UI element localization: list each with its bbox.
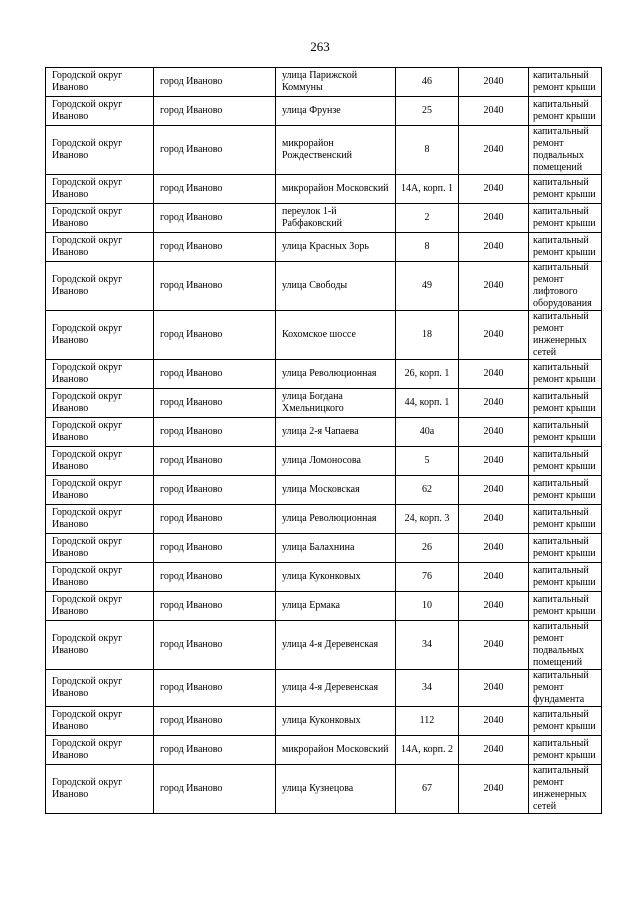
city-cell: город Иваново (154, 447, 276, 476)
page-number: 263 (310, 39, 330, 54)
table-row (46, 233, 602, 262)
district-cell: Городской округ Иваново (46, 126, 154, 175)
house-number-cell: 25 (396, 97, 459, 126)
house-number-cell: 62 (396, 476, 459, 505)
house-number-cell: 67 (396, 765, 459, 814)
table-row (46, 262, 602, 311)
street-cell: Кохомское шоссе (276, 311, 396, 360)
year-cell: 2040 (459, 262, 529, 311)
street-cell: микрорайон Рождественский (276, 126, 396, 175)
year-cell: 2040 (459, 360, 529, 389)
district-cell: Городской округ Иваново (46, 97, 154, 126)
house-number-cell: 26, корп. 1 (396, 360, 459, 389)
year-cell: 2040 (459, 707, 529, 736)
work-type-cell: капитальный ремонт крыши (529, 534, 602, 563)
table-row (46, 447, 602, 476)
year-cell: 2040 (459, 736, 529, 765)
table-row (46, 389, 602, 418)
year-cell: 2040 (459, 765, 529, 814)
street-cell: улица Парижской Коммуны (276, 68, 396, 97)
house-number-cell: 8 (396, 233, 459, 262)
district-cell: Городской округ Иваново (46, 476, 154, 505)
house-number-cell: 76 (396, 563, 459, 592)
city-cell: город Иваново (154, 563, 276, 592)
city-cell: город Иваново (154, 418, 276, 447)
year-cell: 2040 (459, 447, 529, 476)
work-type-cell: капитальный ремонт подвальных помещений (529, 621, 602, 670)
table-row (46, 563, 602, 592)
year-cell: 2040 (459, 233, 529, 262)
year-cell: 2040 (459, 175, 529, 204)
repair-schedule-table (45, 67, 602, 814)
year-cell: 2040 (459, 418, 529, 447)
house-number-cell: 14А, корп. 1 (396, 175, 459, 204)
year-cell: 2040 (459, 126, 529, 175)
city-cell: город Иваново (154, 204, 276, 233)
work-type-cell: капитальный ремонт крыши (529, 97, 602, 126)
table-row (46, 311, 602, 360)
city-cell: город Иваново (154, 233, 276, 262)
district-cell: Городской округ Иваново (46, 68, 154, 97)
street-cell: улица Революционная (276, 360, 396, 389)
house-number-cell: 18 (396, 311, 459, 360)
street-cell: улица Красных Зорь (276, 233, 396, 262)
street-cell: улица Ермака (276, 592, 396, 621)
house-number-cell: 46 (396, 68, 459, 97)
street-cell: улица 4-я Деревенская (276, 670, 396, 707)
street-cell: улица Ломоносова (276, 447, 396, 476)
district-cell: Городской округ Иваново (46, 621, 154, 670)
work-type-cell: капитальный ремонт крыши (529, 360, 602, 389)
year-cell: 2040 (459, 670, 529, 707)
table-row (46, 175, 602, 204)
city-cell: город Иваново (154, 175, 276, 204)
city-cell: город Иваново (154, 592, 276, 621)
street-cell: улица Свободы (276, 262, 396, 311)
district-cell: Городской округ Иваново (46, 707, 154, 736)
year-cell: 2040 (459, 563, 529, 592)
work-type-cell: капитальный ремонт крыши (529, 736, 602, 765)
house-number-cell: 10 (396, 592, 459, 621)
district-cell: Городской округ Иваново (46, 233, 154, 262)
city-cell: город Иваново (154, 621, 276, 670)
city-cell: город Иваново (154, 707, 276, 736)
table-row (46, 476, 602, 505)
district-cell: Городской округ Иваново (46, 447, 154, 476)
street-cell: улица Кузнецова (276, 765, 396, 814)
street-cell: микрорайон Московский (276, 175, 396, 204)
work-type-cell: капитальный ремонт крыши (529, 592, 602, 621)
table-row (46, 418, 602, 447)
city-cell: город Иваново (154, 765, 276, 814)
year-cell: 2040 (459, 534, 529, 563)
street-cell: улица 2-я Чапаева (276, 418, 396, 447)
table-row (46, 204, 602, 233)
street-cell: улица Балахнина (276, 534, 396, 563)
district-cell: Городской округ Иваново (46, 418, 154, 447)
table-row (46, 68, 602, 97)
city-cell: город Иваново (154, 262, 276, 311)
district-cell: Городской округ Иваново (46, 204, 154, 233)
work-type-cell: капитальный ремонт крыши (529, 476, 602, 505)
year-cell: 2040 (459, 592, 529, 621)
city-cell: город Иваново (154, 505, 276, 534)
table-row (46, 707, 602, 736)
table-row (46, 97, 602, 126)
table-row (46, 505, 602, 534)
district-cell: Городской округ Иваново (46, 311, 154, 360)
table-body (46, 68, 602, 814)
table-row (46, 736, 602, 765)
table-row (46, 592, 602, 621)
work-type-cell: капитальный ремонт крыши (529, 68, 602, 97)
district-cell: Городской округ Иваново (46, 765, 154, 814)
work-type-cell: капитальный ремонт крыши (529, 418, 602, 447)
work-type-cell: капитальный ремонт инженерных сетей (529, 765, 602, 814)
work-type-cell: капитальный ремонт инженерных сетей (529, 311, 602, 360)
table-row (46, 765, 602, 814)
house-number-cell: 34 (396, 621, 459, 670)
city-cell: город Иваново (154, 389, 276, 418)
table-row (46, 621, 602, 670)
work-type-cell: капитальный ремонт крыши (529, 389, 602, 418)
city-cell: город Иваново (154, 476, 276, 505)
street-cell: улица Революционная (276, 505, 396, 534)
house-number-cell: 5 (396, 447, 459, 476)
year-cell: 2040 (459, 204, 529, 233)
work-type-cell: капитальный ремонт крыши (529, 707, 602, 736)
work-type-cell: капитальный ремонт фундамента (529, 670, 602, 707)
district-cell: Городской округ Иваново (46, 175, 154, 204)
house-number-cell: 44, корп. 1 (396, 389, 459, 418)
street-cell: улица 4-я Деревенская (276, 621, 396, 670)
work-type-cell: капитальный ремонт крыши (529, 505, 602, 534)
work-type-cell: капитальный ремонт крыши (529, 563, 602, 592)
district-cell: Городской округ Иваново (46, 563, 154, 592)
work-type-cell: капитальный ремонт крыши (529, 447, 602, 476)
house-number-cell: 34 (396, 670, 459, 707)
district-cell: Городской округ Иваново (46, 670, 154, 707)
city-cell: город Иваново (154, 360, 276, 389)
district-cell: Городской округ Иваново (46, 389, 154, 418)
table-row (46, 534, 602, 563)
street-cell: переулок 1-й Рабфаковский (276, 204, 396, 233)
house-number-cell: 8 (396, 126, 459, 175)
district-cell: Городской округ Иваново (46, 505, 154, 534)
house-number-cell: 2 (396, 204, 459, 233)
city-cell: город Иваново (154, 670, 276, 707)
house-number-cell: 26 (396, 534, 459, 563)
year-cell: 2040 (459, 389, 529, 418)
year-cell: 2040 (459, 505, 529, 534)
house-number-cell: 24, корп. 3 (396, 505, 459, 534)
district-cell: Городской округ Иваново (46, 360, 154, 389)
district-cell: Городской округ Иваново (46, 736, 154, 765)
city-cell: город Иваново (154, 311, 276, 360)
city-cell: город Иваново (154, 97, 276, 126)
city-cell: город Иваново (154, 736, 276, 765)
table-row (46, 670, 602, 707)
table-row (46, 126, 602, 175)
house-number-cell: 49 (396, 262, 459, 311)
year-cell: 2040 (459, 476, 529, 505)
street-cell: улица Богдана Хмельницкого (276, 389, 396, 418)
house-number-cell: 14А, корп. 2 (396, 736, 459, 765)
district-cell: Городской округ Иваново (46, 534, 154, 563)
district-cell: Городской округ Иваново (46, 592, 154, 621)
table-row (46, 360, 602, 389)
street-cell: улица Куконковых (276, 563, 396, 592)
house-number-cell: 40а (396, 418, 459, 447)
city-cell: город Иваново (154, 126, 276, 175)
work-type-cell: капитальный ремонт лифтового оборудования (529, 262, 602, 311)
year-cell: 2040 (459, 311, 529, 360)
year-cell: 2040 (459, 68, 529, 97)
street-cell: улица Куконковых (276, 707, 396, 736)
street-cell: улица Московская (276, 476, 396, 505)
year-cell: 2040 (459, 621, 529, 670)
work-type-cell: капитальный ремонт крыши (529, 204, 602, 233)
year-cell: 2040 (459, 97, 529, 126)
work-type-cell: капитальный ремонт крыши (529, 175, 602, 204)
city-cell: город Иваново (154, 534, 276, 563)
work-type-cell: капитальный ремонт крыши (529, 233, 602, 262)
street-cell: улица Фрунзе (276, 97, 396, 126)
district-cell: Городской округ Иваново (46, 262, 154, 311)
city-cell: город Иваново (154, 68, 276, 97)
work-type-cell: капитальный ремонт подвальных помещений (529, 126, 602, 175)
house-number-cell: 112 (396, 707, 459, 736)
street-cell: микрорайон Московский (276, 736, 396, 765)
